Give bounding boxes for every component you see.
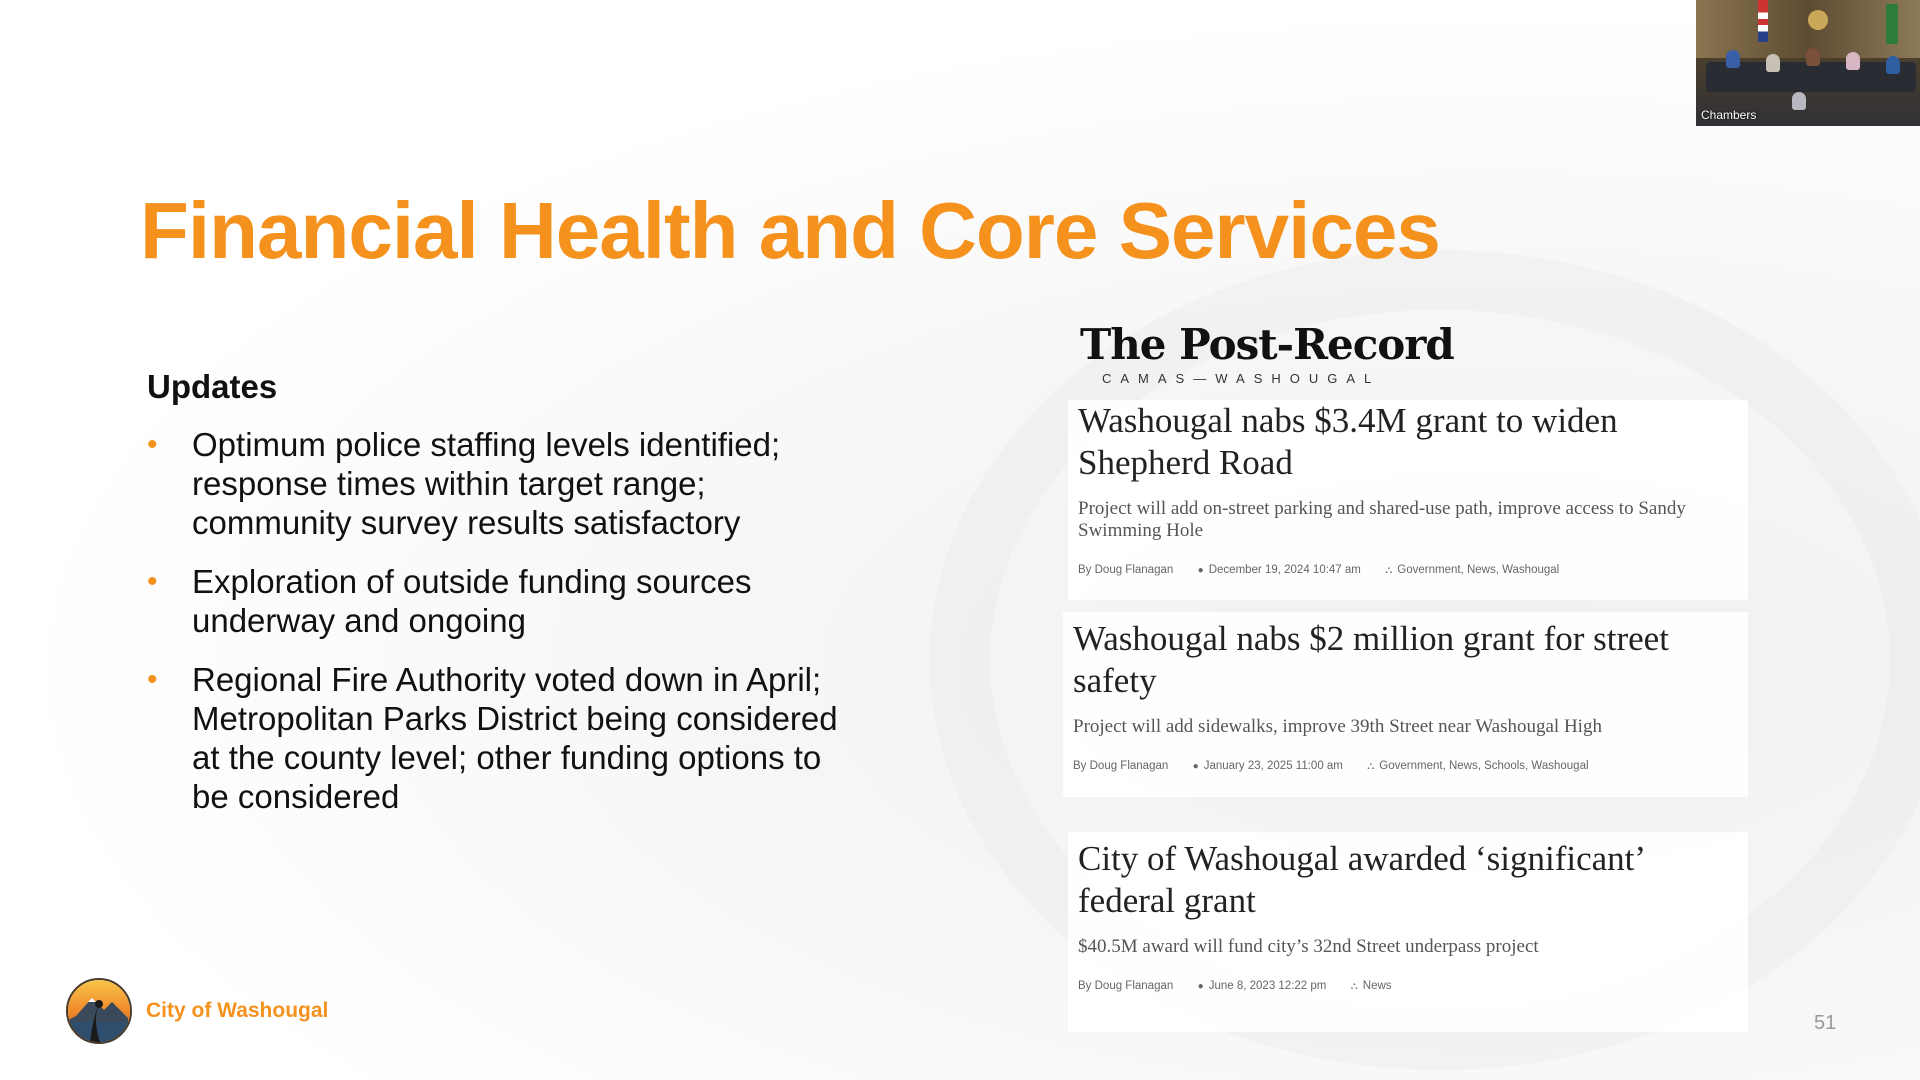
article-tags: News xyxy=(1362,980,1392,992)
video-person xyxy=(1806,48,1820,66)
slide-title: Financial Health and Core Services xyxy=(140,186,1440,275)
bullet-item xyxy=(147,425,867,542)
article-tags: Government, News, Washougal xyxy=(1397,564,1560,576)
bullet-text: Optimum police staffing levels identified; response times within target range; community survey results satisfactory xyxy=(192,426,781,541)
video-person xyxy=(1886,56,1900,74)
article-byline: By Doug Flanagan xyxy=(1073,760,1169,772)
clock-icon: ● xyxy=(1192,761,1199,772)
bullet-item xyxy=(147,562,867,640)
article-byline: By Doug Flanagan xyxy=(1078,980,1174,992)
article-date: June 8, 2023 12:22 pm xyxy=(1208,980,1327,992)
bullet-dot-icon: • xyxy=(147,663,158,696)
tag-icon: ⛬ xyxy=(1350,981,1358,992)
video-person xyxy=(1726,50,1740,68)
bullet-item xyxy=(147,660,867,816)
newspaper-subtitle: CAMAS—WASHOUGAL xyxy=(1102,371,1381,386)
article-meta xyxy=(1078,980,1738,992)
news-article xyxy=(1068,400,1748,600)
article-tags: Government, News, Schools, Washougal xyxy=(1379,760,1589,772)
updates-bullet-list xyxy=(147,425,867,836)
article-byline: By Doug Flanagan xyxy=(1078,564,1174,576)
article-headline: Washougal nabs $2 million grant for street safety xyxy=(1073,619,1669,700)
city-logo xyxy=(66,978,328,1044)
city-name: City of Washougal xyxy=(146,999,329,1022)
tag-icon: ⛬ xyxy=(1385,565,1393,576)
news-article xyxy=(1068,832,1748,1032)
article-date: January 23, 2025 11:00 am xyxy=(1203,760,1343,772)
newspaper-masthead xyxy=(1080,320,1454,386)
video-flag-state xyxy=(1886,4,1898,44)
article-dek: Project will add on-street parking and shared-use path, improve access to Sandy Swimming Hole xyxy=(1078,498,1686,541)
article-date: December 19, 2024 10:47 am xyxy=(1208,564,1361,576)
video-person xyxy=(1792,92,1806,110)
city-seal-graphic xyxy=(68,980,130,1042)
bullet-text: Exploration of outside funding sources underway and ongoing xyxy=(192,563,752,639)
article-headline: City of Washougal awarded ‘significant’ federal grant xyxy=(1078,839,1644,920)
bullet-text: Regional Fire Authority voted down in April; Metropolitan Parks District being considered at the county level; other funding options to be considered xyxy=(192,661,838,815)
video-flag-us xyxy=(1758,0,1768,42)
video-thumbnail-chambers[interactable] xyxy=(1696,0,1920,126)
city-seal-icon xyxy=(66,978,132,1044)
updates-heading: Updates xyxy=(147,368,278,405)
bullet-dot-icon: • xyxy=(147,565,158,598)
clock-icon: ● xyxy=(1197,981,1204,992)
article-headline: Washougal nabs $3.4M grant to widen Shepherd Road xyxy=(1078,401,1618,482)
video-person xyxy=(1846,52,1860,70)
video-person xyxy=(1766,54,1780,72)
clock-icon: ● xyxy=(1197,565,1204,576)
article-dek: $40.5M award will fund city’s 32nd Street underpass project xyxy=(1078,936,1539,957)
bullet-dot-icon: • xyxy=(147,428,158,461)
slide-page-number: 51 xyxy=(1814,1012,1837,1034)
article-dek: Project will add sidewalks, improve 39th Street near Washougal High xyxy=(1073,716,1602,737)
video-city-seal xyxy=(1808,10,1828,30)
article-meta xyxy=(1078,564,1738,576)
article-meta xyxy=(1073,760,1738,772)
tag-icon: ⛬ xyxy=(1367,761,1375,772)
video-label: Chambers xyxy=(1701,108,1757,122)
news-article xyxy=(1063,612,1748,797)
newspaper-name: The Post-Record xyxy=(1080,320,1454,369)
